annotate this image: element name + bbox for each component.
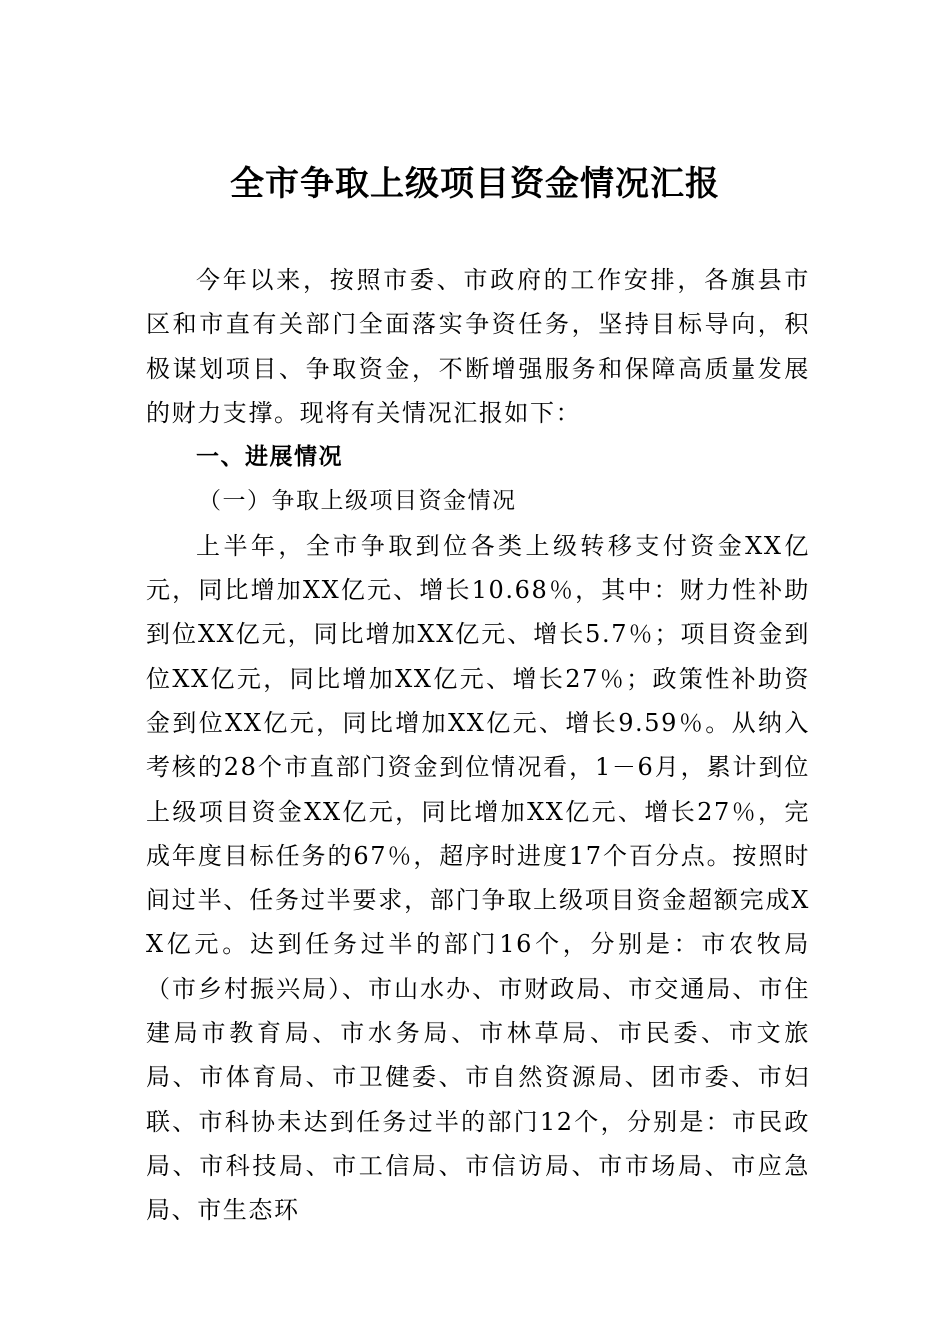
document-title: 全市争取上级项目资金情况汇报 [230,164,720,204]
document-body [146,258,810,1233]
subsection-heading-funds: （一）争取上级项目资金情况 [198,488,517,515]
funds-paragraph: 上半年，全市争取到位各类上级转移支付资金XX亿元，同比增加XX亿元、增长10.68％，其中：财力性补助到位XX亿元，同比增加XX亿元、增长5.7％；项目资金到位XX亿元，同比增加XX亿元、增长27％；政策性补助资金到位XX亿元，同比增加XX亿元、增长9.59％。从纳入考核的28个市直部门资金到位情况看，1－6月，累计到位上级项目资金XX亿元，同比增加XX亿元、增长27％，完成年度目标任务的67％，超序时进度17个百分点。按照时间过半、任务过半要求，部门争取上级项目资金超额完成XX亿元。达到任务过半的部门16个，分别是：市农牧局（市乡村振兴局）、市山水办、市财政局、市交通局、市住建局市教育局、市水务局、市林草局、市民委、市文旅局、市体育局、市卫健委、市自然资源局、团市委、市妇联、市科协未达到任务过半的部门12个，分别是：市民政局、市科技局、市工信局、市信访局、市市场局、市应急局、市生态环 [146,531,810,1225]
intro-paragraph: 今年以来，按照市委、市政府的工作安排，各旗县市区和市直有关部门全面落实争资任务，坚持目标导向，积极谋划项目、争取资金，不断增强服务和保障高质量发展的财力支撑。现将有关情况汇报如下： [146,266,810,427]
section-heading-progress: 一、进展情况 [196,444,343,471]
